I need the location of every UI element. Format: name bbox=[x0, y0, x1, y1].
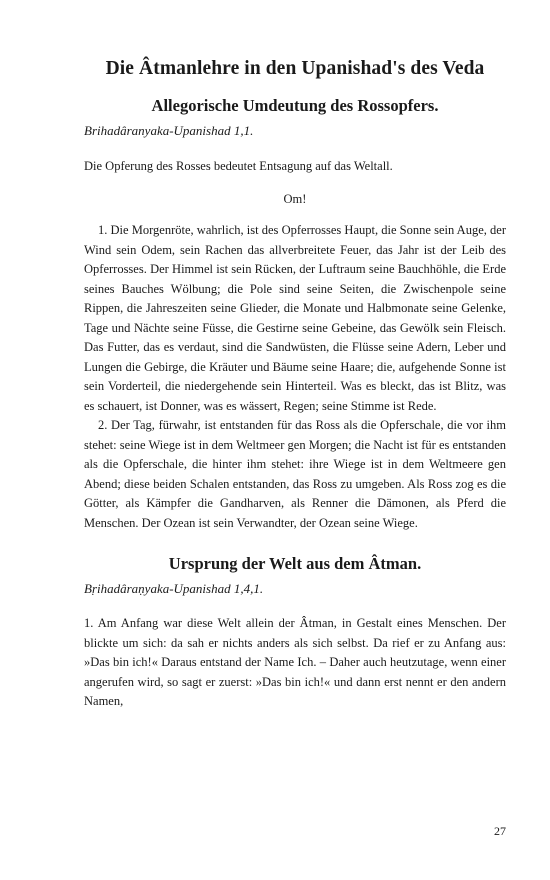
section-heading-ursprung: Ursprung der Welt aus dem Âtman. bbox=[168, 554, 422, 573]
section-source-rossopfer: Brihadâranyaka-Upanishad 1,1. bbox=[84, 123, 254, 138]
paragraph-2: 2. Der Tag, fürwahr, ist entstanden für das Ross als die Opferschale, die vor ihm stehet: seine Wiege ist in dem Weltmeer gen Morgen; die Nacht ist für es entstanden als die Opferschale, die hinter ihm stehet: ihre Wiege ist in dem Weltmeere gen Abend; diese beiden Schalen entstanden, das Ross zu umgeben. Als Ross zog es die Götter, als Kämpfer die Gandharven, als Renner die Dämonen, als Pferd die Menschen. Der Ozean ist sein Verwandter, der Ozean seine Wiege. bbox=[84, 418, 506, 530]
section-heading-rossopfer: Allegorische Umdeutung des Rossopfers. bbox=[151, 96, 439, 115]
page-number: 27 bbox=[494, 824, 506, 838]
page-title: Die Âtmanlehre in den Upanishad's des Veda bbox=[105, 58, 485, 79]
document-page bbox=[84, 56, 506, 712]
invocation-om: Om! bbox=[283, 191, 307, 206]
section-source-ursprung: Bṛihadâraṇyaka-Upanishad 1,4,1. bbox=[84, 581, 264, 596]
paragraph-1: 1. Die Morgenröte, wahrlich, ist des Opferrosses Haupt, die Sonne sein Auge, der Wind sein Odem, sein Rachen das allverbreitete Feuer, das Jahr ist der Leib des Opferrosses. Der Himmel ist sein Rücken, der Luftraum seine Bauchhöhle, die Erde seines Bauches Wölbung; die Pole sind seine Seiten, die Zwischenpole seine Rippen, die Jahreszeiten seine Glieder, die Monate und Halbmonate seine Gelenke, Tage und Nächte seine Füsse, die Gestirne seine Gebeine, das Gewölk sein Fleisch. Das Futter, das es verdaut, sind die Sandwüsten, die Flüsse seine Adern, Leber und Lungen die Gebirge, die Kräuter und Bäume seine Haare; die, aufgehende Sonne ist sein Vorderteil, die niedergehende sein Hinterteil. Was es bleckt, das ist Blitz, was es schauert, ist Donner, was es wässert, Regen; seine Stimme ist Rede. bbox=[84, 223, 506, 413]
paragraph-ursprung-1: 1. Am Anfang war diese Welt allein der Âtman, in Gestalt eines Menschen. Der blickte um sich: da sah er nichts anders als sich selbst. Da rief er zu Anfang aus: »Das bin ich!« Daraus entstand der Name Ich. – Daher auch heutzutage, wenn einer angerufen wird, so sagt er zuerst: »Das bin ich!« und dann erst nennt er den andern Namen, bbox=[84, 616, 506, 708]
section-intro: Die Opferung des Rosses bedeutet Entsagung auf das Weltall. bbox=[84, 159, 393, 173]
